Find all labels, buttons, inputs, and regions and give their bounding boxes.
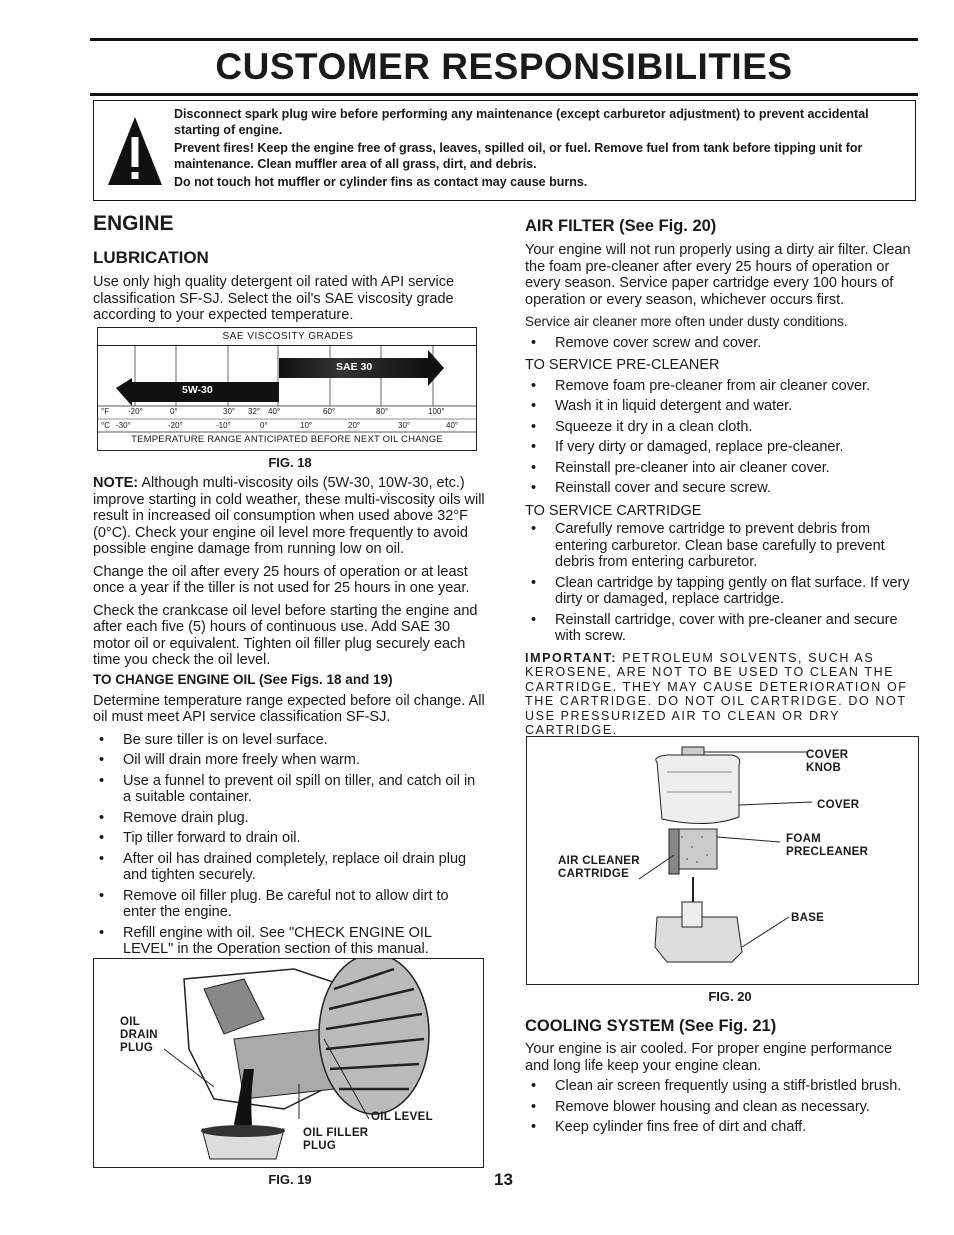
- viscosity-chart-caption: TEMPERATURE RANGE ANTICIPATED BEFORE NEXT OIL CHANGE: [131, 434, 443, 445]
- label-line: FOAM: [786, 833, 822, 845]
- fahrenheit-unit: °F: [101, 407, 110, 416]
- label-line: PLUG: [120, 1042, 154, 1054]
- list-item: • Be sure tiller is on level surface.: [93, 732, 485, 749]
- list-item: • Refill engine with oil. See "CHECK ENGINE OIL LEVEL" in the Operation section of this manual.: [93, 925, 485, 958]
- warning-line-2: Prevent fires! Keep the engine free of grass, leaves, spilled oil, or fuel. Remove fuel from tank before tipping unit for maintenance. Clean muffler area of all grass, dirt, and debris.: [174, 141, 863, 171]
- cooling-heading: COOLING SYSTEM (See Fig. 21): [525, 1017, 777, 1035]
- label-line: COVER: [806, 749, 849, 761]
- celsius-tick-label: 30°: [398, 421, 411, 430]
- cooling-intro: Your engine is air cooled. For proper engine performance and long life keep your engine clean.: [525, 1041, 893, 1074]
- change-oil-intro: Determine temperature range expected before oil change. All oil must meet API service classification SF-SJ.: [93, 692, 485, 725]
- fig19-oil-drain-illustration: [93, 958, 484, 1168]
- oil-level-label: OIL LEVEL: [371, 1111, 433, 1123]
- cartridge-steps: [525, 521, 918, 645]
- important-label: IMPORTANT:: [525, 650, 618, 665]
- fahrenheit-tick-label: 60°: [323, 407, 336, 416]
- fahrenheit-tick-label: 100°: [428, 407, 445, 416]
- label-line: PRECLEANER: [786, 846, 869, 858]
- important-text: PETROLEUM SOLVENTS, SUCH AS KEROSENE, ARE NOT TO BE USED TO CLEAN THE CARTRIDGE. THEY MAY CAUSE DETERIORATION OF THE CARTRIDGE. DO NOT OIL CARTRIDGE. DO NOT USE PRESSURIZED AIR TO CLEAN OR DRY CARTRIDGE.: [525, 650, 908, 737]
- warning-line-3: Do not touch hot muffler or cylinder fins as contact may cause burns.: [174, 175, 588, 189]
- air-cleaner-cartridge-label: [558, 855, 640, 881]
- celsius-tick-label: -10°: [216, 421, 231, 430]
- 5w30-label: 5W-30: [182, 384, 213, 396]
- fig18-viscosity-chart: [97, 327, 477, 451]
- engine-heading: ENGINE: [93, 212, 174, 235]
- label-line: DRAIN: [120, 1029, 158, 1041]
- air-filter-dusty: Service air cleaner more often under dusty conditions.: [525, 314, 848, 329]
- celsius-tick-label: 0°: [260, 421, 268, 430]
- celsius-unit: °C: [101, 421, 110, 430]
- fahrenheit-tick-label: 32°: [248, 407, 261, 416]
- list-item: • Use a funnel to prevent oil spill on tiller, and catch oil in a suitable container.: [93, 773, 485, 806]
- lubrication-intro: Use only high quality detergent oil rated with API service classification SF-SJ. Select the oil's SAE viscosity grade according to your expected temperature.: [93, 274, 455, 323]
- cartridge-heading: TO SERVICE CARTRIDGE: [525, 502, 702, 519]
- fahrenheit-tick-label: 40°: [268, 407, 281, 416]
- fahrenheit-tick-label: -20°: [128, 407, 143, 416]
- base-label: BASE: [791, 912, 825, 924]
- celsius-tick-label: -20°: [168, 421, 183, 430]
- label-line: CARTRIDGE: [558, 868, 630, 880]
- note-label: NOTE:: [93, 475, 139, 491]
- label-line: OIL: [120, 1016, 141, 1028]
- right-column: [525, 216, 918, 744]
- list-item: • Remove foam pre-cleaner from air cleaner cover.: [525, 378, 918, 395]
- air-filter-heading: AIR FILTER (See Fig. 20): [525, 217, 717, 235]
- fig20-label: FIG. 20: [708, 989, 752, 1004]
- warning-line-1: Disconnect spark plug wire before performing any maintenance (except carburetor adjustment) to prevent accidental starting of engine.: [174, 107, 869, 137]
- important-notice: [525, 651, 918, 738]
- cooling-steps: [525, 1078, 918, 1136]
- oil-change-interval: Change the oil after every 25 hours of operation or at least once a year if the tiller is not used for 25 hours in one year.: [93, 563, 470, 596]
- fig20-air-filter-diagram: [526, 736, 919, 985]
- viscosity-chart-title: SAE VISCOSITY GRADES: [222, 331, 354, 342]
- label-line: KNOB: [806, 762, 842, 774]
- lubrication-heading: LUBRICATION: [93, 248, 209, 267]
- sae30-label: SAE 30: [336, 361, 373, 373]
- fahrenheit-tick-label: 30°: [223, 407, 236, 416]
- list-item: • Wash it in liquid detergent and water.: [525, 398, 918, 415]
- list-item: • Remove blower housing and clean as necessary.: [525, 1099, 918, 1116]
- list-item: • Carefully remove cartridge to prevent debris from entering carburetor. Clean base carefully to prevent debris from entering carburetor.: [525, 521, 918, 571]
- label-line: OIL FILLER: [303, 1127, 369, 1139]
- air-filter-intro: Your engine will not run properly using a dirty air filter. Clean the foam pre-cleaner after every 25 hours of operation or every season. Service paper cartridge every 100 hours of operation or every season, whichever occurs first.: [525, 242, 911, 308]
- fahrenheit-tick-label: 80°: [376, 407, 389, 416]
- oil-drain-plug-label: [120, 1016, 158, 1055]
- list-item: • Reinstall cartridge, cover with pre-cleaner and secure with screw.: [525, 612, 918, 645]
- celsius-tick-label: -30°: [116, 421, 131, 430]
- label-line: PLUG: [303, 1140, 337, 1152]
- list-item: • Reinstall pre-cleaner into air cleaner cover.: [525, 460, 918, 477]
- fahrenheit-tick-label: 0°: [170, 407, 178, 416]
- left-column: [93, 212, 485, 330]
- label-line: AIR CLEANER: [558, 855, 640, 867]
- tiller-drawing: [94, 959, 484, 1168]
- foam-precleaner-label: [786, 833, 868, 859]
- list-item: • Keep cylinder fins free of dirt and chaff.: [525, 1119, 918, 1136]
- note-text: Although multi-viscosity oils (5W-30, 10W-30, etc.) improve starting in cold weather, these multi-viscosity oils will result in increased oil consumption when used above 32°F (0°C). Check your engine oil level more frequently to avoid possible engine damage from running low on oil.: [93, 475, 485, 557]
- list-item: • If very dirty or damaged, replace pre-cleaner.: [525, 439, 918, 456]
- list-item: • Remove cover screw and cover.: [525, 335, 918, 352]
- warning-icon: [106, 115, 164, 187]
- celsius-tick-label: 20°: [348, 421, 361, 430]
- celsius-tick-label: 40°: [446, 421, 459, 430]
- fig18-label: FIG. 18: [268, 455, 312, 470]
- title-top-rule: [90, 38, 918, 41]
- list-item: • Remove oil filler plug. Be careful not to allow dirt to enter the engine.: [93, 888, 485, 921]
- page-number: 13: [494, 1170, 513, 1189]
- list-item: • Squeeze it dry in a clean cloth.: [525, 419, 918, 436]
- list-item: • Remove drain plug.: [93, 810, 485, 827]
- warning-box: [93, 100, 916, 201]
- page-title: CUSTOMER RESPONSIBILITIES: [215, 46, 793, 87]
- celsius-tick-label: 10°: [300, 421, 313, 430]
- list-item: • After oil has drained completely, replace oil drain plug and tighten securely.: [93, 851, 485, 884]
- pre-cleaner-steps: [525, 378, 918, 497]
- list-item: • Clean air screen frequently using a stiff-bristled brush.: [525, 1078, 918, 1095]
- list-item: • Tip tiller forward to drain oil.: [93, 830, 485, 847]
- list-item: • Oil will drain more freely when warm.: [93, 752, 485, 769]
- list-item: • Reinstall cover and secure screw.: [525, 480, 918, 497]
- pre-cleaner-heading: TO SERVICE PRE-CLEANER: [525, 357, 720, 373]
- air-filter-steps: [525, 335, 918, 352]
- change-oil-heading: TO CHANGE ENGINE OIL (See Figs. 18 and 19): [93, 671, 393, 687]
- left-column-body: [93, 475, 485, 962]
- oil-note: [93, 475, 485, 558]
- oil-filler-plug-label: [303, 1127, 368, 1153]
- change-oil-steps: [93, 732, 485, 958]
- fig19-label: FIG. 19: [268, 1172, 312, 1187]
- oil-check-instructions: Check the crankcase oil level before starting the engine and after each five (5) hours of continuous use. Add SAE 30 motor oil or equivalent. Tighten oil filler plug securely each time you check the oil level.: [93, 602, 478, 668]
- cover-label: COVER: [817, 799, 860, 811]
- right-column-cooling: [525, 1016, 918, 1140]
- list-item: • Clean cartridge by tapping gently on flat surface. If very dirty or damaged, replace cartridge.: [525, 575, 918, 608]
- title-bottom-rule: [90, 93, 918, 96]
- cover-knob-label: [806, 749, 848, 775]
